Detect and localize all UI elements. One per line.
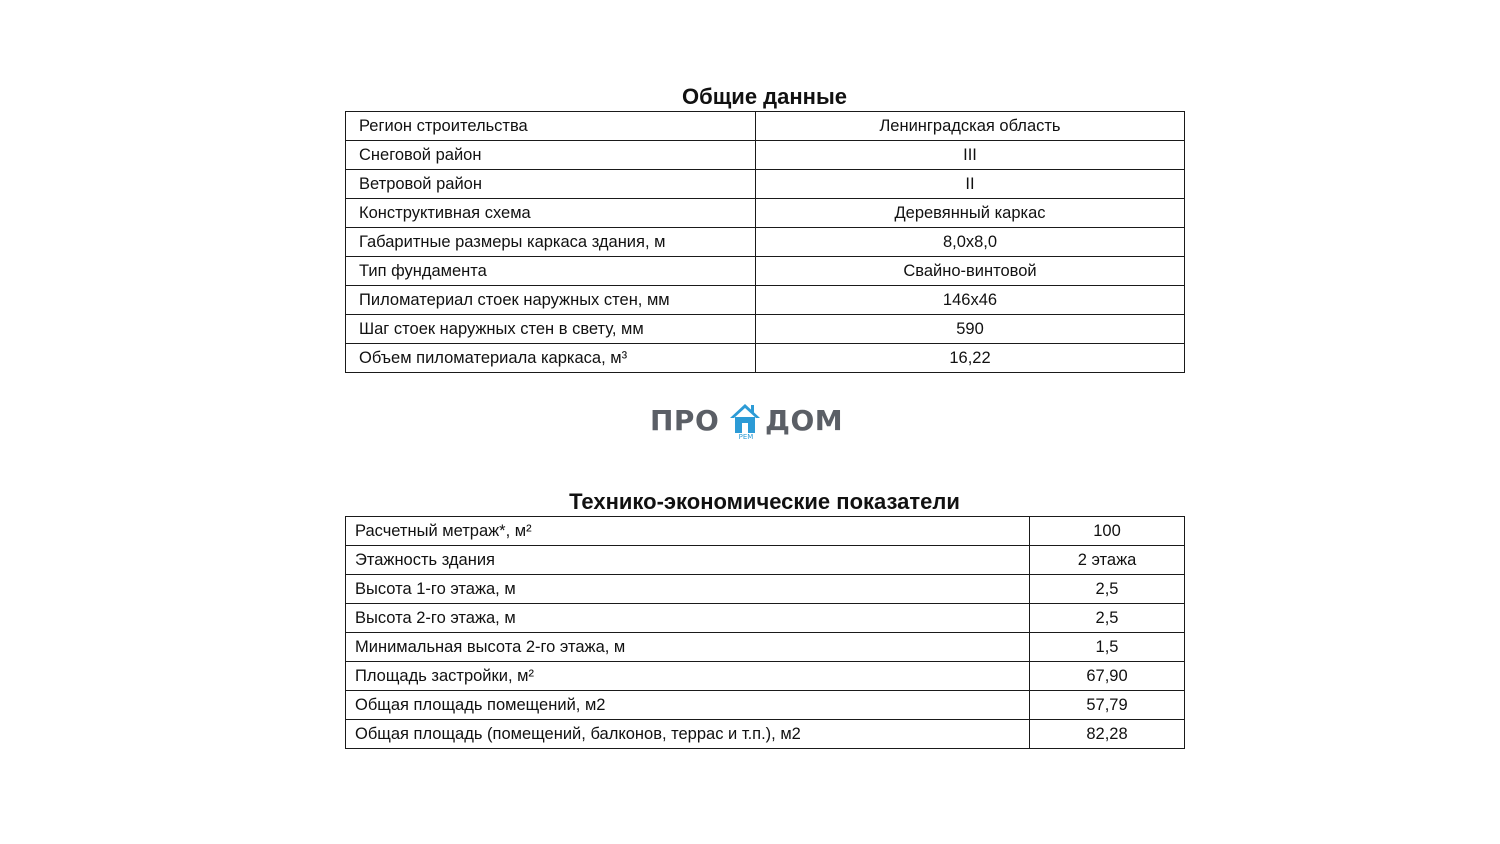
table-row — [346, 344, 1185, 373]
row-value: 2,5 — [1030, 604, 1185, 633]
row-value: 146х46 — [756, 286, 1185, 315]
table-row — [346, 691, 1185, 720]
table-row — [346, 257, 1185, 286]
table-row — [346, 517, 1185, 546]
table-row — [346, 112, 1185, 141]
table-row — [346, 315, 1185, 344]
row-value: Ленинградская область — [756, 112, 1185, 141]
row-label: Снеговой район — [346, 141, 756, 170]
table-row — [346, 141, 1185, 170]
general-data-table — [345, 111, 1185, 373]
row-value: 590 — [756, 315, 1185, 344]
tep-title: Технико-экономические показатели — [569, 489, 960, 514]
table-row — [346, 575, 1185, 604]
row-value: II — [756, 170, 1185, 199]
row-label: Этажность здания — [346, 546, 1030, 575]
table-row — [346, 546, 1185, 575]
prodom-logo — [650, 400, 850, 446]
row-label: Ветровой район — [346, 170, 756, 199]
table-row — [346, 604, 1185, 633]
table-row — [346, 720, 1185, 749]
row-label: Тип фундамента — [346, 257, 756, 286]
row-value: 8,0х8,0 — [756, 228, 1185, 257]
row-label: Шаг стоек наружных стен в свету, мм — [346, 315, 756, 344]
logo-text-dom: ДОМ — [765, 404, 844, 437]
row-label: Высота 2-го этажа, м — [346, 604, 1030, 633]
general-data-title: Общие данные — [682, 84, 847, 109]
tep-table — [345, 516, 1185, 749]
logo-subtext: РЕМ — [738, 433, 754, 441]
row-label: Объем пиломатериала каркаса, м³ — [346, 344, 756, 373]
row-label: Высота 1-го этажа, м — [346, 575, 1030, 604]
table-row — [346, 199, 1185, 228]
row-value: III — [756, 141, 1185, 170]
row-label: Пиломатериал стоек наружных стен, мм — [346, 286, 756, 315]
table-row — [346, 286, 1185, 315]
row-label: Площадь застройки, м² — [346, 662, 1030, 691]
row-value: 57,79 — [1030, 691, 1185, 720]
row-label: Минимальная высота 2-го этажа, м — [346, 633, 1030, 662]
row-label: Расчетный метраж*, м² — [346, 517, 1030, 546]
row-label: Регион строительства — [346, 112, 756, 141]
table-row — [346, 228, 1185, 257]
row-label: Конструктивная схема — [346, 199, 756, 228]
table-row — [346, 662, 1185, 691]
row-value: Свайно-винтовой — [756, 257, 1185, 286]
row-value: 2,5 — [1030, 575, 1185, 604]
house-icon — [729, 402, 761, 436]
row-value: 1,5 — [1030, 633, 1185, 662]
row-value: 82,28 — [1030, 720, 1185, 749]
row-label: Общая площадь (помещений, балконов, террас и т.п.), м2 — [346, 720, 1030, 749]
row-value: 67,90 — [1030, 662, 1185, 691]
row-label: Габаритные размеры каркаса здания, м — [346, 228, 756, 257]
row-value: 16,22 — [756, 344, 1185, 373]
row-value: 2 этажа — [1030, 546, 1185, 575]
row-value: Деревянный каркас — [756, 199, 1185, 228]
table-row — [346, 633, 1185, 662]
row-value: 100 — [1030, 517, 1185, 546]
row-label: Общая площадь помещений, м2 — [346, 691, 1030, 720]
table-row — [346, 170, 1185, 199]
logo-text-pro: ПРО — [650, 404, 720, 437]
